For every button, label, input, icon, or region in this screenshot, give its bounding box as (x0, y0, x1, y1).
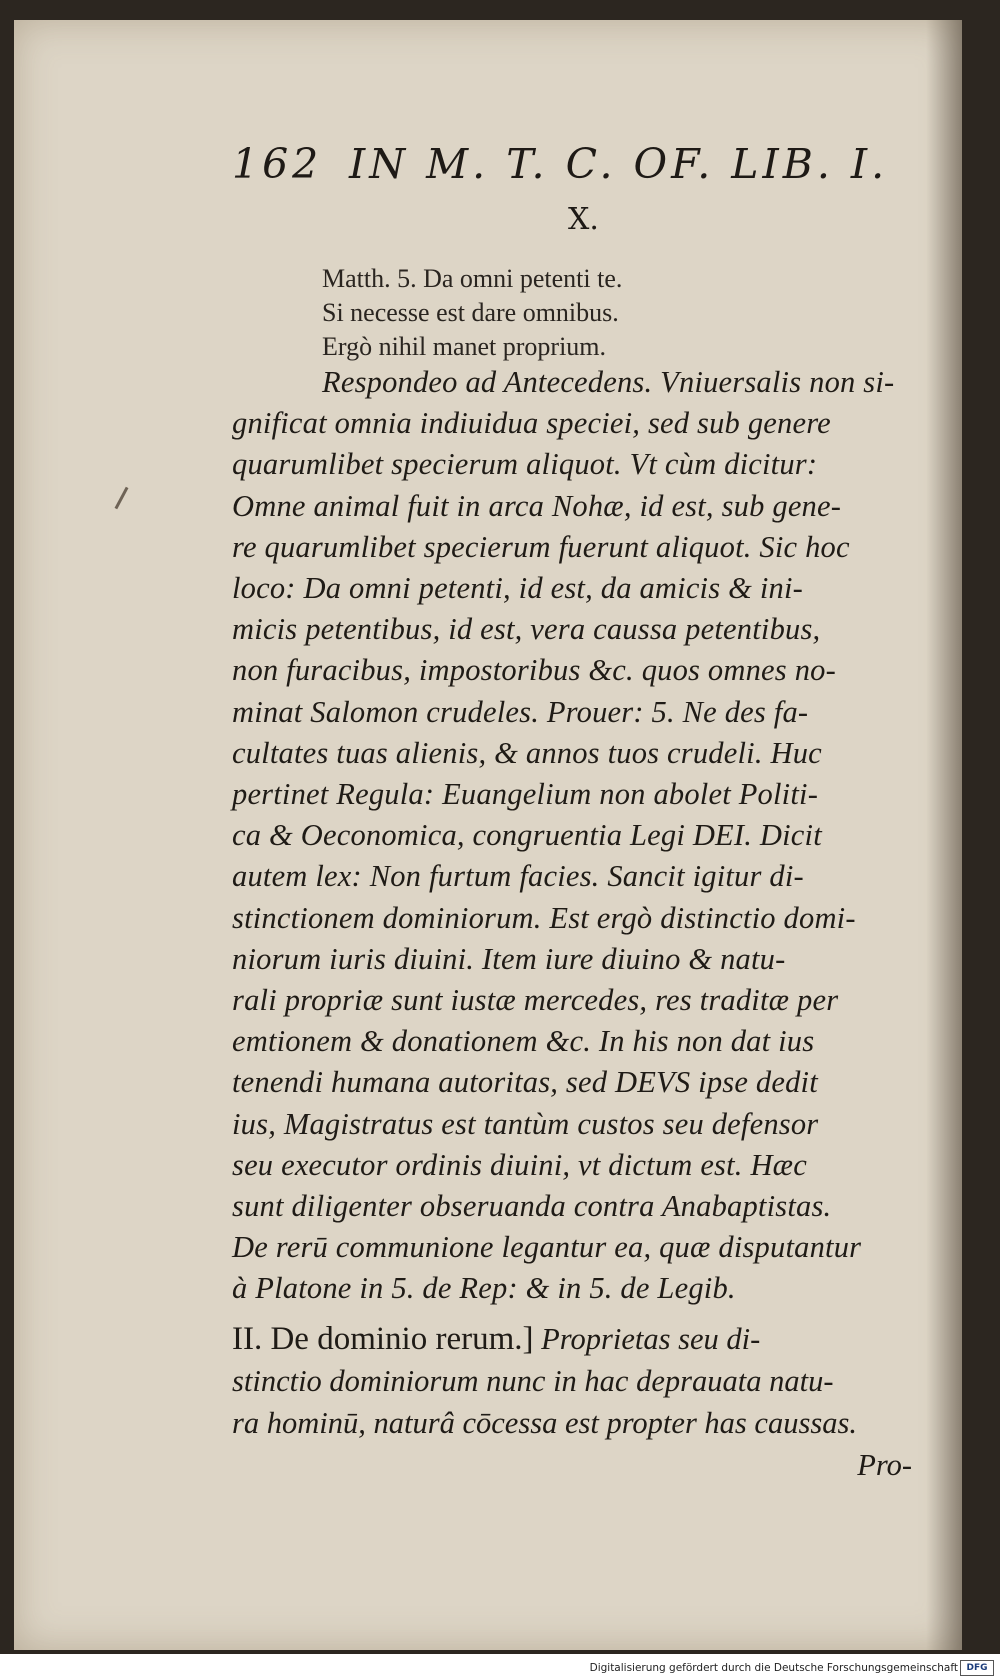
body-line: Omne animal fuit in arca Nohæ, id est, sub gene- (232, 488, 842, 523)
body-line: stinctionem dominiorum. Est ergò distinctio domi- (232, 900, 856, 935)
body-line: niorum iuris diuini. Item iure diuino & natu- (232, 941, 786, 976)
body-line: Respondeo ad Antecedens. Vniuersalis non si- (322, 365, 895, 399)
section-two-first-line (232, 1318, 912, 1360)
body-line: non furacibus, impostoribus &c. quos omnes no- (232, 653, 836, 688)
body-line: micis petentibus, id est, vera caussa petentibus, (232, 612, 821, 647)
body-line: pertinet Regula: Euangelium non abolet Politi- (232, 777, 819, 812)
body-line: ra hominū, naturâ cōcessa est propter has caussas. (232, 1406, 857, 1440)
running-header (232, 140, 892, 188)
quote-line: Ergò nihil manet proprium. (322, 332, 607, 361)
body-line: autem lex: Non furtum facies. Sancit igitur di- (232, 859, 804, 894)
body-line: à Platone in 5. de Rep: & in 5. de Legib. (232, 1271, 736, 1306)
footer-credit: Digitalisierung gefördert durch die Deutsche Forschungsgemeinschaft (589, 1662, 958, 1674)
body-line: re quarumlibet specierum fuerunt aliquot. Sic hoc (232, 529, 850, 564)
body-line: gnificat omnia indiuidua speciei, sed sub genere (232, 406, 831, 441)
section-number: X. (568, 202, 599, 237)
body-paragraph (232, 362, 912, 1310)
body-line: loco: Da omni petenti, id est, da amicis & ini- (232, 571, 804, 606)
running-title: IN M. T. C. OF. LIB. I. (349, 140, 889, 188)
body-line: ca & Oeconomica, congruentia Legi DEI. Dicit (232, 818, 822, 853)
body-line: emtionem & donationem &c. In his non dat ius (232, 1024, 815, 1059)
dfg-logo-icon: DFG (960, 1660, 994, 1676)
quote-line: Si necesse est dare omnibus. (322, 298, 619, 327)
quote-block (322, 262, 1000, 364)
body-line: sunt diligenter obseruanda contra Anabaptistas. (232, 1189, 832, 1224)
quote-line: Matth. 5. Da omni petenti te. (322, 264, 623, 293)
footer-bar (0, 1654, 1000, 1680)
body-line: cultates tuas alienis, & annos tuos crudeli. Huc (232, 735, 822, 770)
body-line: tenendi humana autoritas, sed DEVS ipse dedit (232, 1065, 818, 1100)
body-line: stinctio dominiorum nunc in hac deprauata natu- (232, 1364, 834, 1398)
body-line: rali propriæ sunt iustæ mercedes, res traditæ per (232, 983, 839, 1018)
body-line: Proprietas seu di- (541, 1322, 761, 1356)
catchword: Pro- (857, 1448, 912, 1482)
body-line: quarumlibet specierum aliquot. Vt cùm dicitur: (232, 447, 818, 482)
body-line: De rerū communione legantur ea, quæ disputantur (232, 1230, 862, 1265)
section-two-label: II. De dominio rerum.] (232, 1321, 534, 1357)
page-number: 162 (232, 140, 323, 188)
body-line: minat Salomon crudeles. Prouer: 5. Ne des fa- (232, 694, 809, 729)
body-line: ius, Magistratus est tantùm custos seu defensor (232, 1106, 819, 1141)
section-two (232, 1318, 912, 1486)
body-line: seu executor ordinis diuini, vt dictum est. Hæc (232, 1147, 807, 1182)
